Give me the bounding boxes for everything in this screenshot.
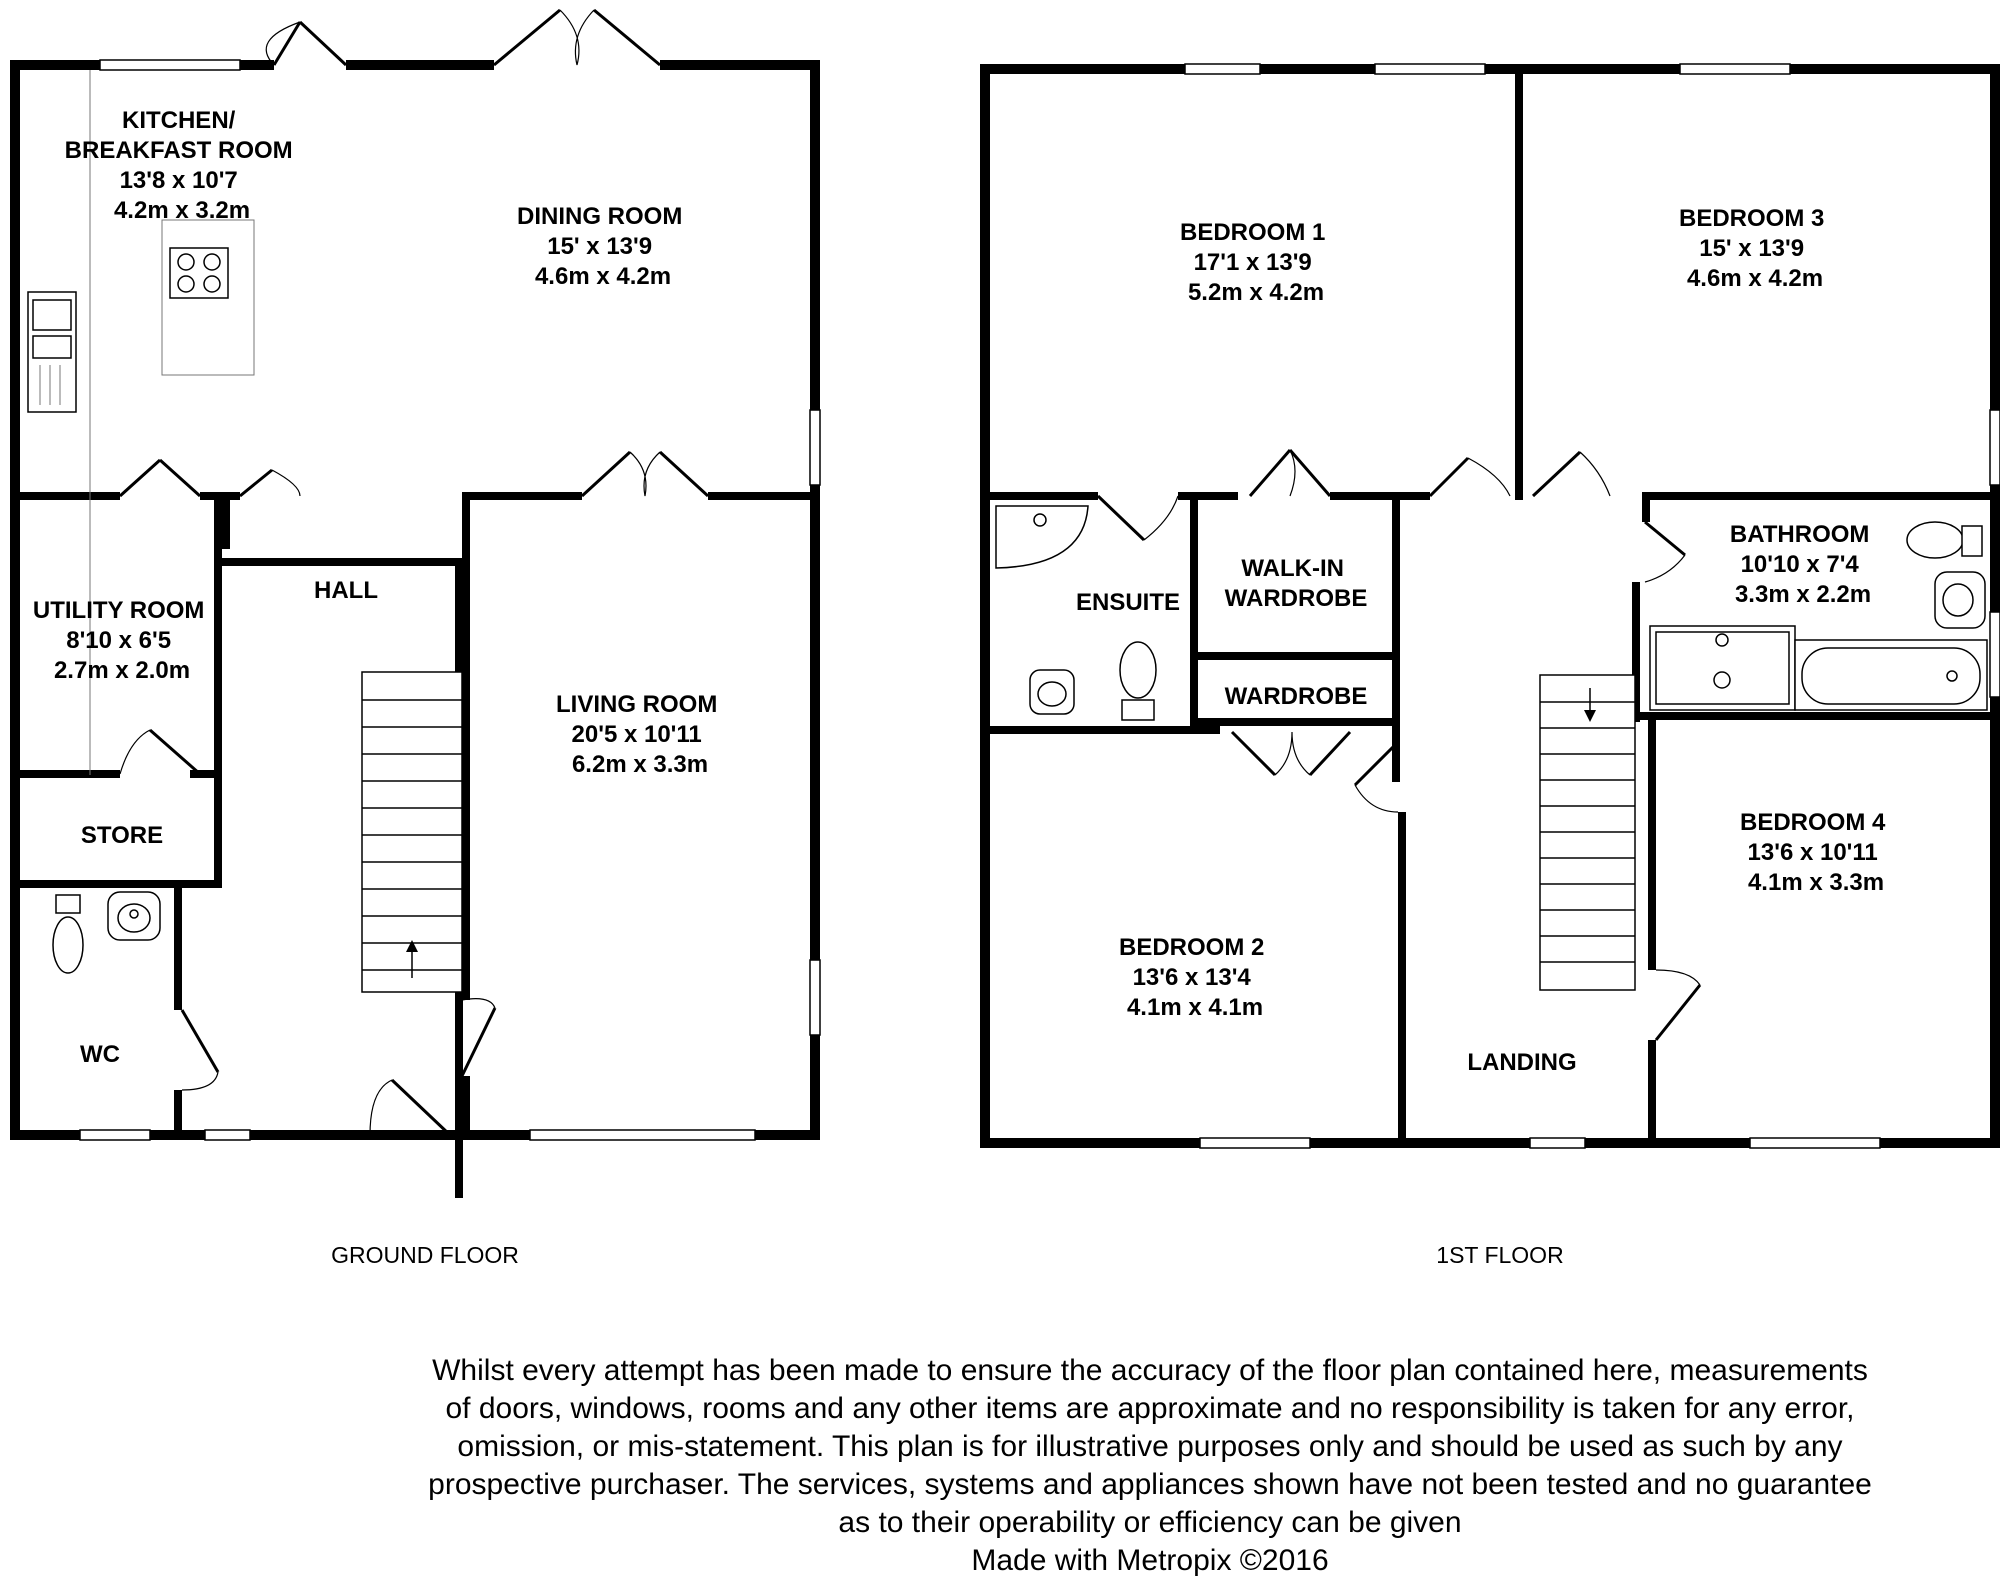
ground-floor-plan bbox=[10, 10, 820, 1268]
landing-label: LANDING bbox=[1467, 1049, 1577, 1076]
first-floor-stairs bbox=[1540, 675, 1635, 990]
wardrobe-label: WARDROBE bbox=[1224, 683, 1368, 710]
ground-floor-label: GROUND FLOOR bbox=[331, 1242, 519, 1268]
store-label: STORE bbox=[80, 822, 164, 849]
dining-room-label: DINING ROOM 15' x 13'9 4.6m x 4.2m bbox=[517, 203, 683, 290]
kitchen-sink-icon bbox=[28, 292, 76, 412]
bedroom-4-label: BEDROOM 4 13'6 x 10'11 4.1m x 3.3m bbox=[1739, 809, 1886, 896]
first-floor-plan bbox=[980, 64, 2000, 1268]
ground-floor-stairs bbox=[362, 672, 462, 992]
bedroom-1-label: BEDROOM 1 17'1 x 13'9 5.2m x 4.2m bbox=[1179, 219, 1326, 306]
disclaimer-line: of doors, windows, rooms and any other items are approximate and no responsibility is taken for any error, bbox=[445, 1392, 1855, 1425]
kitchen-label: KITCHEN/ BREAKFAST ROOM 13'8 x 10'7 4.2m x 3.2m bbox=[64, 107, 293, 224]
disclaimer-line: Whilst every attempt has been made to ensure the accuracy of the floor plan contained here, measurements bbox=[432, 1354, 1868, 1387]
hob-icon bbox=[170, 248, 228, 298]
ensuite-toilet-icon bbox=[1120, 642, 1156, 720]
wc-basin-icon bbox=[108, 892, 160, 940]
disclaimer-line: as to their operability or efficiency can be given bbox=[838, 1506, 1462, 1539]
disclaimer-line: omission, or mis-statement. This plan is for illustrative purposes only and should be used as such by any bbox=[457, 1430, 1843, 1463]
ensuite-label: ENSUITE bbox=[1075, 589, 1181, 616]
walk-in-wardrobe-label: WALK-IN WARDROBE bbox=[1224, 555, 1368, 612]
bathroom-toilet-icon bbox=[1907, 522, 1982, 558]
wc-toilet-icon bbox=[53, 895, 83, 973]
shower-tray-icon bbox=[996, 506, 1088, 568]
wc-label: WC bbox=[80, 1041, 120, 1068]
ensuite-basin-icon bbox=[1030, 670, 1074, 714]
bathroom-label: BATHROOM 10'10 x 7'4 3.3m x 2.2m bbox=[1729, 521, 1872, 608]
bath-icon bbox=[1795, 640, 1987, 710]
utility-room-label: UTILITY ROOM 8'10 x 6'5 2.7m x 2.0m bbox=[32, 597, 205, 684]
living-room-label: LIVING ROOM 20'5 x 10'11 6.2m x 3.3m bbox=[555, 691, 718, 778]
bedroom-3-label: BEDROOM 3 15' x 13'9 4.6m x 4.2m bbox=[1678, 205, 1825, 292]
bedroom-2-label: BEDROOM 2 13'6 x 13'4 4.1m x 4.1m bbox=[1118, 934, 1265, 1021]
disclaimer-line: prospective purchaser. The services, systems and appliances shown have not been tested and no guarantee bbox=[428, 1468, 1872, 1501]
first-floor-label: 1ST FLOOR bbox=[1436, 1242, 1564, 1268]
shower-enclosure-icon bbox=[1650, 626, 1795, 710]
hall-label: HALL bbox=[314, 577, 378, 604]
disclaimer bbox=[300, 1352, 2000, 1580]
copyright-line: Made with Metropix ©2016 bbox=[971, 1544, 1329, 1577]
bathroom-basin-icon bbox=[1935, 572, 1985, 628]
